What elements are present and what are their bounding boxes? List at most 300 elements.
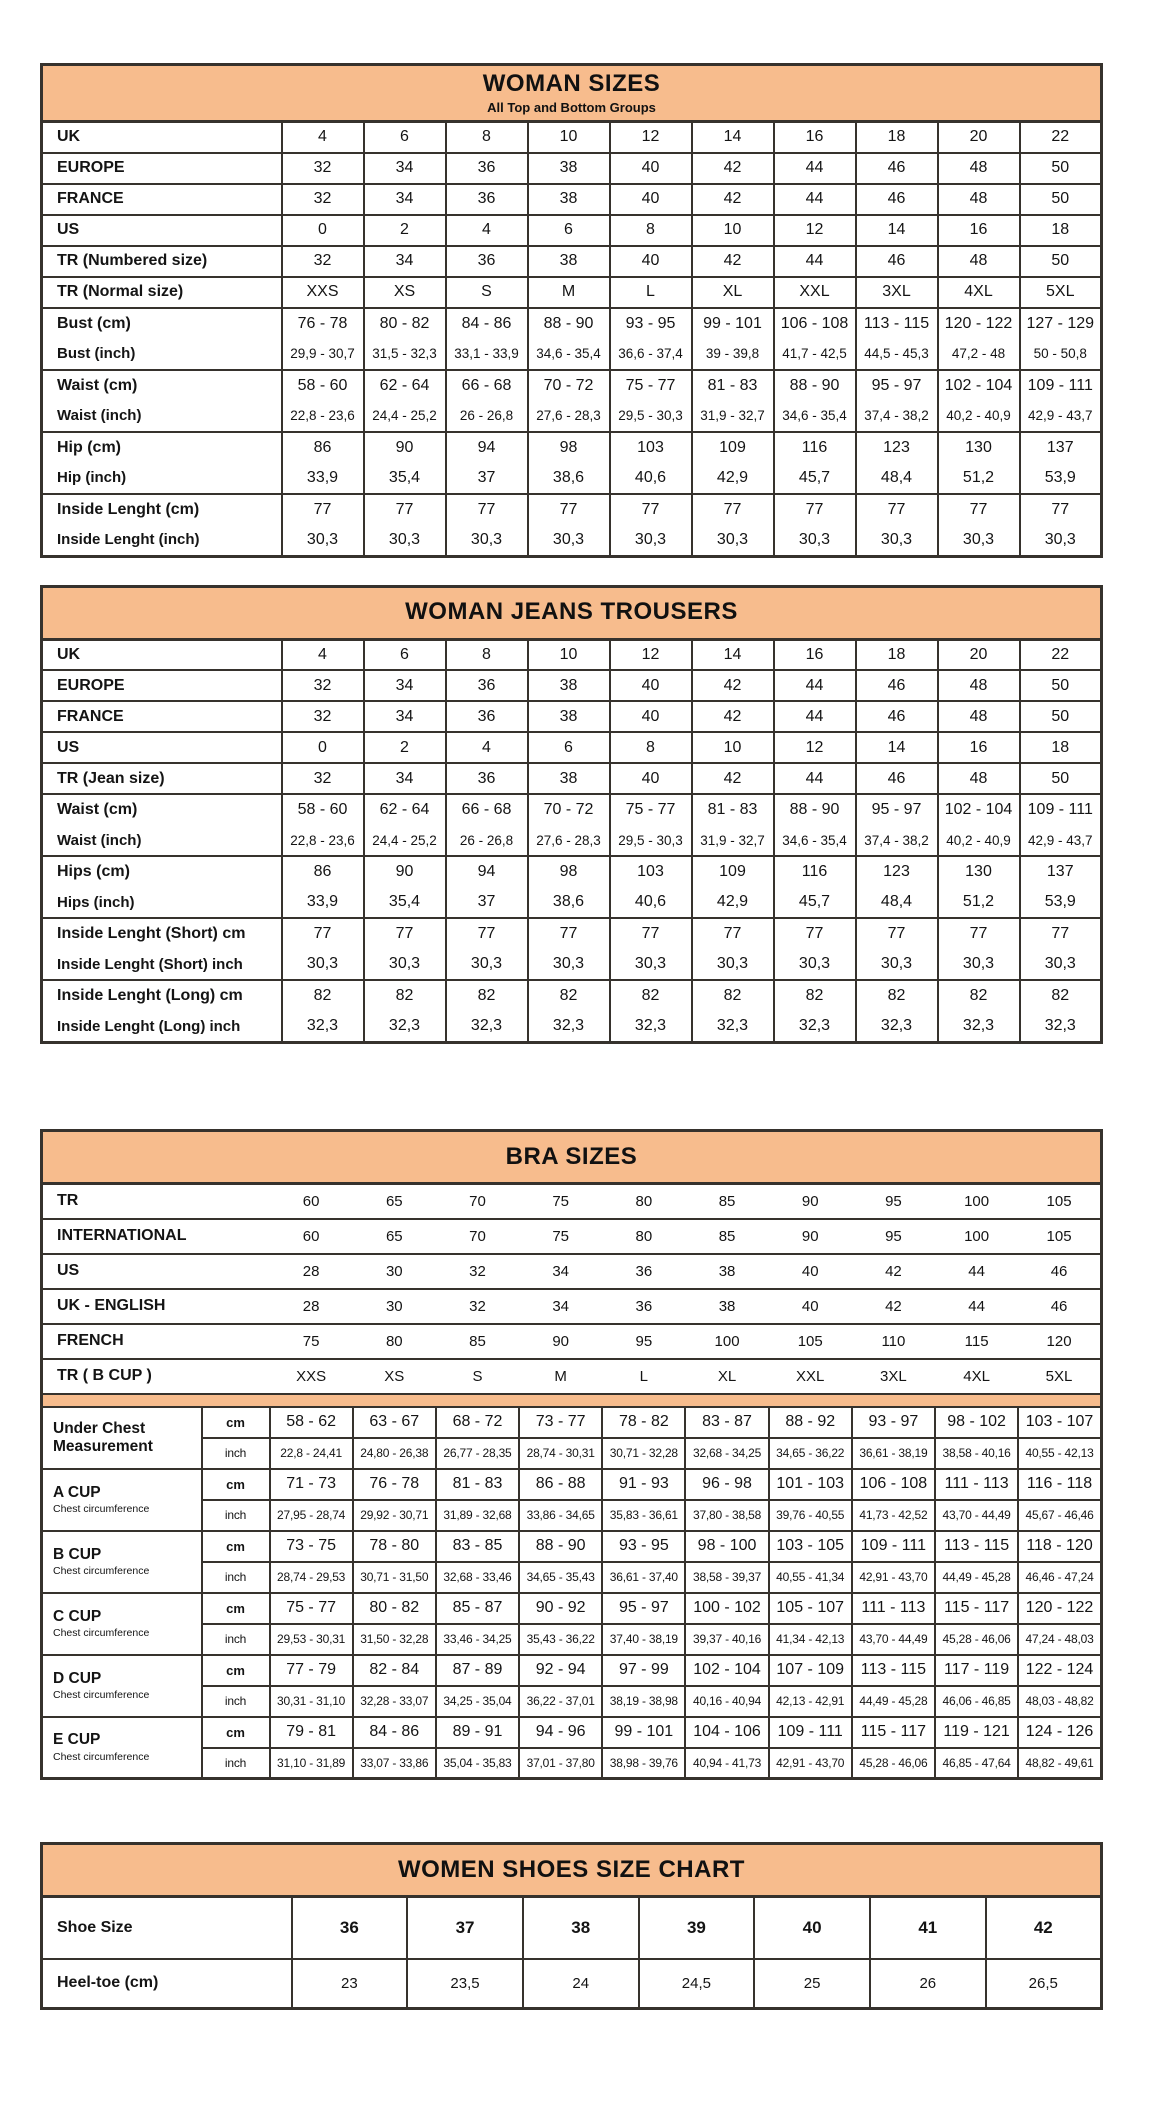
bra-size-value-cell: 38 [685,1254,768,1289]
size-value-cell: 6 [528,732,610,763]
size-value-cell: 14 [692,639,774,670]
size-value-cell: 38 [528,701,610,732]
size-value-cell: 10 [528,639,610,670]
bra-size-value-cell: 70 [436,1219,519,1254]
row-label: UK - ENGLISH [42,1289,270,1324]
shoe-value-cell: 26 [870,1959,986,2009]
size-value-cell: 88 - 90 [774,794,856,825]
size-value-cell: 81 - 83 [692,794,774,825]
row-label: Inside Lenght (cm) [42,494,282,525]
bra-size-value-cell: 28 [270,1289,353,1324]
size-value-cell: 32,3 [1020,1011,1102,1043]
measurement-cm-cell: 94 - 96 [519,1717,602,1748]
size-value-cell: 75 - 77 [610,370,692,401]
bra-size-value-cell: 70 [436,1184,519,1219]
size-value-cell: 18 [856,639,938,670]
shoe-value-cell: 24 [523,1959,639,2009]
bra-size-value-cell: 95 [852,1219,935,1254]
measurement-cm-cell: 91 - 93 [602,1469,685,1500]
measurement-cm-cell: 111 - 113 [935,1469,1018,1500]
size-value-cell: 48,4 [856,463,938,494]
size-value-cell: 32,3 [282,1011,364,1043]
size-value-cell: 98 [528,856,610,887]
size-value-cell: 32,3 [856,1011,938,1043]
size-value-cell: 116 [774,432,856,463]
table-header [42,586,1102,639]
measurement-cm-cell: 117 - 119 [935,1655,1018,1686]
measurement-cm-cell: 98 - 100 [685,1531,768,1562]
size-value-cell: 30,3 [938,949,1020,980]
row-label: Inside Lenght (Long) inch [42,1011,282,1043]
jeans-trousers-table [40,585,1103,1045]
bra-size-value-cell: 105 [1018,1219,1101,1254]
size-value-cell: 84 - 86 [446,308,528,339]
size-value-cell: 30,3 [1020,525,1102,557]
size-value-cell: 30,3 [692,949,774,980]
measurement-inch-cell: 41,34 - 42,13 [769,1624,852,1655]
size-value-cell: 30,3 [446,949,528,980]
size-value-cell: 34,6 - 35,4 [528,339,610,370]
size-value-cell: 70 - 72 [528,370,610,401]
measurement-inch-cell: 43,70 - 44,49 [852,1624,935,1655]
size-value-cell: 77 [692,918,774,949]
size-value-cell: 30,3 [692,525,774,557]
size-value-cell: 6 [364,639,446,670]
size-value-cell: 31,5 - 32,3 [364,339,446,370]
section-divider-band [42,1394,1102,1407]
size-value-cell: XXS [282,277,364,308]
woman-sizes-section [40,63,1164,558]
measurement-inch-cell: 26,77 - 28,35 [436,1438,519,1469]
size-value-cell: 6 [528,215,610,246]
measurement-cm-cell: 103 - 107 [1018,1407,1101,1438]
measurement-inch-cell: 38,58 - 40,16 [935,1438,1018,1469]
size-value-cell: 82 [364,980,446,1011]
size-value-cell: 137 [1020,856,1102,887]
bra-size-value-cell: 42 [852,1289,935,1324]
row-label: Hip (inch) [42,463,282,494]
measurement-cm-cell: 122 - 124 [1018,1655,1101,1686]
measurement-cm-cell: 96 - 98 [685,1469,768,1500]
table-header [42,1131,1102,1184]
size-value-cell: 93 - 95 [610,308,692,339]
measurement-inch-cell: 46,06 - 46,85 [935,1686,1018,1717]
size-value-cell: 27,6 - 28,3 [528,825,610,856]
measurement-cm-cell: 95 - 97 [602,1593,685,1624]
size-value-cell: 130 [938,432,1020,463]
size-value-cell: 42,9 - 43,7 [1020,825,1102,856]
size-value-cell: 29,5 - 30,3 [610,825,692,856]
size-value-cell: 27,6 - 28,3 [528,401,610,432]
size-value-cell: L [610,277,692,308]
cup-label [42,1655,202,1717]
size-value-cell: 88 - 90 [774,370,856,401]
measurement-cm-cell: 109 - 111 [769,1717,852,1748]
size-value-cell: 77 [774,918,856,949]
size-value-cell: 12 [774,215,856,246]
bra-size-value-cell: 100 [935,1184,1018,1219]
bra-size-value-cell: 110 [852,1324,935,1359]
size-value-cell: 94 [446,856,528,887]
size-value-cell: 77 [774,494,856,525]
shoe-value-cell: 26,5 [986,1959,1102,2009]
size-value-cell: 16 [938,732,1020,763]
bra-size-value-cell: XL [685,1359,768,1394]
measurement-inch-cell: 45,67 - 46,46 [1018,1500,1101,1531]
bra-size-value-cell: 42 [852,1254,935,1289]
measurement-cm-cell: 119 - 121 [935,1717,1018,1748]
row-label: Hips (inch) [42,887,282,918]
row-label: Bust (cm) [42,308,282,339]
size-value-cell: 116 [774,856,856,887]
shoe-value-cell: 36 [292,1897,408,1959]
size-value-cell: 33,9 [282,887,364,918]
size-value-cell: 4 [446,215,528,246]
size-value-cell: 30,3 [774,525,856,557]
unit-label-inch: inch [202,1562,270,1593]
size-value-cell: 38 [528,153,610,184]
measurement-inch-cell: 33,86 - 34,65 [519,1500,602,1531]
measurement-inch-cell: 48,82 - 49,61 [1018,1748,1101,1779]
row-label: TR [42,1184,270,1219]
shoe-value-cell: 41 [870,1897,986,1959]
measurement-inch-cell: 24,80 - 26,38 [353,1438,436,1469]
bra-size-value-cell: 120 [1018,1324,1101,1359]
size-value-cell: 3XL [856,277,938,308]
cup-label-text: A CUP [53,1483,101,1501]
table-title: WOMAN JEANS TROUSERS [405,598,738,626]
size-value-cell: 37 [446,463,528,494]
shoe-value-cell: 42 [986,1897,1102,1959]
size-value-cell: 42 [692,670,774,701]
row-label: Inside Lenght (Short) cm [42,918,282,949]
size-value-cell: 66 - 68 [446,370,528,401]
size-value-cell: 44 [774,184,856,215]
measurement-cm-cell: 104 - 106 [685,1717,768,1748]
bra-size-value-cell: 100 [685,1324,768,1359]
size-value-cell: 82 [856,980,938,1011]
bra-size-value-cell: 28 [270,1254,353,1289]
size-value-cell: 51,2 [938,463,1020,494]
row-label: Inside Lenght (Short) inch [42,949,282,980]
size-value-cell: 8 [446,639,528,670]
size-value-cell: 10 [528,122,610,153]
measurement-cm-cell: 89 - 91 [436,1717,519,1748]
table-title: WOMEN SHOES SIZE CHART [397,1855,745,1883]
size-value-cell: 102 - 104 [938,370,1020,401]
size-value-cell: 24,4 - 25,2 [364,401,446,432]
size-value-cell: 5XL [1020,277,1102,308]
bra-size-value-cell: 80 [353,1324,436,1359]
row-label: Inside Lenght (Long) cm [42,980,282,1011]
bra-sizes-table [40,1129,1103,1780]
size-value-cell: 77 [282,494,364,525]
size-value-cell: 36 [446,763,528,794]
size-value-cell: 106 - 108 [774,308,856,339]
size-value-cell: 103 [610,856,692,887]
bra-size-value-cell: 4XL [935,1359,1018,1394]
row-label: EUROPE [42,670,282,701]
bra-size-value-cell: 3XL [852,1359,935,1394]
size-value-cell: 48 [938,184,1020,215]
size-value-cell: 77 [856,494,938,525]
row-label: FRANCE [42,184,282,215]
size-value-cell: 2 [364,732,446,763]
measurement-cm-cell: 84 - 86 [353,1717,436,1748]
size-value-cell: 30,3 [938,525,1020,557]
bra-size-value-cell: 46 [1018,1289,1101,1324]
bra-size-value-cell: 85 [436,1324,519,1359]
size-value-cell: 48 [938,246,1020,277]
size-value-cell: 14 [692,122,774,153]
shoe-value-cell: 23 [292,1959,408,2009]
measurement-cm-cell: 109 - 111 [852,1531,935,1562]
measurement-inch-cell: 42,91 - 43,70 [769,1748,852,1779]
measurement-inch-cell: 37,01 - 37,80 [519,1748,602,1779]
size-value-cell: 30,3 [610,949,692,980]
bra-size-value-cell: 75 [270,1324,353,1359]
size-value-cell: 36,6 - 37,4 [610,339,692,370]
row-label: Hips (cm) [42,856,282,887]
bra-size-value-cell: 38 [685,1289,768,1324]
size-value-cell: 48 [938,153,1020,184]
bra-size-value-cell: 95 [852,1184,935,1219]
measurement-inch-cell: 40,55 - 41,34 [769,1562,852,1593]
cup-sublabel: Chest circumference [53,1751,150,1764]
size-value-cell: 42,9 - 43,7 [1020,401,1102,432]
size-value-cell: 77 [610,494,692,525]
size-value-cell: 77 [1020,918,1102,949]
size-value-cell: 77 [446,918,528,949]
measurement-inch-cell: 33,07 - 33,86 [353,1748,436,1779]
measurement-inch-cell: 45,28 - 46,06 [935,1624,1018,1655]
size-value-cell: 58 - 60 [282,794,364,825]
size-value-cell: 62 - 64 [364,370,446,401]
size-value-cell: 34 [364,246,446,277]
measurement-inch-cell: 36,61 - 38,19 [852,1438,935,1469]
measurement-inch-cell: 37,80 - 38,58 [685,1500,768,1531]
row-label: Inside Lenght (inch) [42,525,282,557]
measurement-inch-cell: 30,71 - 32,28 [602,1438,685,1469]
size-value-cell: 32 [282,701,364,732]
size-value-cell: 38 [528,670,610,701]
row-label: FRANCE [42,701,282,732]
size-value-cell: 40,6 [610,887,692,918]
size-value-cell: 38,6 [528,887,610,918]
size-value-cell: 38 [528,184,610,215]
size-value-cell: 34 [364,701,446,732]
measurement-cm-cell: 116 - 118 [1018,1469,1101,1500]
size-value-cell: 22,8 - 23,6 [282,401,364,432]
size-value-cell: 77 [856,918,938,949]
row-label: Waist (inch) [42,401,282,432]
size-value-cell: 44 [774,153,856,184]
measurement-cm-cell: 85 - 87 [436,1593,519,1624]
measurement-inch-cell: 34,65 - 36,22 [769,1438,852,1469]
size-value-cell: 50 [1020,246,1102,277]
size-value-cell: 32 [282,153,364,184]
measurement-inch-cell: 36,22 - 37,01 [519,1686,602,1717]
size-value-cell: 53,9 [1020,463,1102,494]
row-label: UK [42,639,282,670]
size-value-cell: 109 [692,432,774,463]
cup-label-text: C CUP [53,1607,102,1625]
size-value-cell: 32,3 [528,1011,610,1043]
size-value-cell: 40,2 - 40,9 [938,401,1020,432]
size-value-cell: 36 [446,153,528,184]
size-value-cell: 40 [610,670,692,701]
size-value-cell: 130 [938,856,1020,887]
size-value-cell: 81 - 83 [692,370,774,401]
row-label: Heel-toe (cm) [42,1959,292,2009]
measurement-inch-cell: 22,8 - 24,41 [270,1438,353,1469]
measurement-inch-cell: 31,10 - 31,89 [270,1748,353,1779]
size-value-cell: 80 - 82 [364,308,446,339]
measurement-cm-cell: 107 - 109 [769,1655,852,1686]
size-value-cell: 31,9 - 32,7 [692,825,774,856]
measurement-cm-cell: 87 - 89 [436,1655,519,1686]
size-value-cell: 95 - 97 [856,370,938,401]
size-value-cell: 37 [446,887,528,918]
measurement-inch-cell: 42,13 - 42,91 [769,1686,852,1717]
size-value-cell: 46 [856,701,938,732]
size-value-cell: 8 [610,732,692,763]
bra-size-value-cell: 30 [353,1289,436,1324]
size-value-cell: 38,6 [528,463,610,494]
measurement-cm-cell: 102 - 104 [685,1655,768,1686]
size-value-cell: 109 - 111 [1020,794,1102,825]
size-value-cell: 109 [692,856,774,887]
size-value-cell: 82 [774,980,856,1011]
size-value-cell: 77 [282,918,364,949]
bra-size-value-cell: 36 [602,1254,685,1289]
measurement-cm-cell: 80 - 82 [353,1593,436,1624]
size-value-cell: 38 [528,246,610,277]
measurement-cm-cell: 113 - 115 [935,1531,1018,1562]
measurement-inch-cell: 35,43 - 36,22 [519,1624,602,1655]
size-value-cell: 82 [610,980,692,1011]
size-value-cell: 82 [938,980,1020,1011]
size-value-cell: XL [692,277,774,308]
unit-label-cm: cm [202,1593,270,1624]
measurement-cm-cell: 83 - 87 [685,1407,768,1438]
size-value-cell: 99 - 101 [692,308,774,339]
bra-section [40,1129,1164,1780]
measurement-cm-cell: 88 - 92 [769,1407,852,1438]
bra-size-value-cell: L [602,1359,685,1394]
bra-size-value-cell: 30 [353,1254,436,1289]
size-value-cell: 42,9 [692,887,774,918]
bra-size-value-cell: 85 [685,1184,768,1219]
size-value-cell: 47,2 - 48 [938,339,1020,370]
measurement-inch-cell: 44,49 - 45,28 [935,1562,1018,1593]
size-value-cell: 30,3 [774,949,856,980]
size-value-cell: 37,4 - 38,2 [856,825,938,856]
measurement-inch-cell: 40,55 - 42,13 [1018,1438,1101,1469]
size-value-cell: 18 [1020,732,1102,763]
size-value-cell: 30,3 [282,525,364,557]
size-value-cell: M [528,277,610,308]
bra-size-value-cell: 44 [935,1289,1018,1324]
size-value-cell: 94 [446,432,528,463]
size-value-cell: 6 [364,122,446,153]
size-value-cell: 53,9 [1020,887,1102,918]
size-value-cell: 98 [528,432,610,463]
size-value-cell: 77 [610,918,692,949]
size-value-cell: 30,3 [856,525,938,557]
size-value-cell: 113 - 115 [856,308,938,339]
measurement-inch-cell: 42,91 - 43,70 [852,1562,935,1593]
size-value-cell: 32 [282,763,364,794]
bra-size-value-cell: 65 [353,1184,436,1219]
size-value-cell: 51,2 [938,887,1020,918]
measurement-inch-cell: 30,71 - 31,50 [353,1562,436,1593]
size-value-cell: 30,3 [364,949,446,980]
row-label: TR ( B CUP ) [42,1359,270,1394]
size-value-cell: 40,6 [610,463,692,494]
size-value-cell: 48,4 [856,887,938,918]
measurement-inch-cell: 39,37 - 40,16 [685,1624,768,1655]
size-value-cell: 62 - 64 [364,794,446,825]
size-value-cell: 34 [364,670,446,701]
bra-size-value-cell: 75 [519,1184,602,1219]
measurement-cm-cell: 73 - 77 [519,1407,602,1438]
size-value-cell: 8 [610,215,692,246]
size-value-cell: 45,7 [774,887,856,918]
size-value-cell: 50 [1020,701,1102,732]
measurement-inch-cell: 28,74 - 30,31 [519,1438,602,1469]
size-value-cell: 12 [774,732,856,763]
size-value-cell: 29,5 - 30,3 [610,401,692,432]
unit-label-cm: cm [202,1655,270,1686]
size-value-cell: 30,3 [610,525,692,557]
size-value-cell: 82 [528,980,610,1011]
bra-size-value-cell: 75 [519,1219,602,1254]
size-value-cell: 42 [692,763,774,794]
measurement-cm-cell: 83 - 85 [436,1531,519,1562]
size-value-cell: 16 [774,639,856,670]
size-value-cell: 34,6 - 35,4 [774,825,856,856]
row-label: FRENCH [42,1324,270,1359]
table-title: WOMAN SIZES [482,70,661,98]
table-subtitle: All Top and Bottom Groups [487,99,656,115]
measurement-inch-cell: 37,40 - 38,19 [602,1624,685,1655]
measurement-cm-cell: 68 - 72 [436,1407,519,1438]
measurement-inch-cell: 43,70 - 44,49 [935,1500,1018,1531]
measurement-inch-cell: 35,83 - 36,61 [602,1500,685,1531]
size-value-cell: 90 [364,432,446,463]
measurement-inch-cell: 40,94 - 41,73 [685,1748,768,1779]
shoe-value-cell: 38 [523,1897,639,1959]
measurement-inch-cell: 39,76 - 40,55 [769,1500,852,1531]
size-chart-page [0,63,1164,2111]
size-value-cell: S [446,277,528,308]
row-label: Shoe Size [42,1897,292,1959]
woman-sizes-table [40,63,1103,558]
size-value-cell: 50 [1020,153,1102,184]
measurement-inch-cell: 36,61 - 37,40 [602,1562,685,1593]
measurement-cm-cell: 103 - 105 [769,1531,852,1562]
bra-size-value-cell: XXS [270,1359,353,1394]
shoe-value-cell: 24,5 [639,1959,755,2009]
measurement-inch-cell: 29,92 - 30,71 [353,1500,436,1531]
bra-size-value-cell: 34 [519,1254,602,1289]
measurement-cm-cell: 58 - 62 [270,1407,353,1438]
measurement-inch-cell: 45,28 - 46,06 [852,1748,935,1779]
size-value-cell: 86 [282,856,364,887]
bra-size-value-cell: 40 [769,1289,852,1324]
bra-size-value-cell: S [436,1359,519,1394]
